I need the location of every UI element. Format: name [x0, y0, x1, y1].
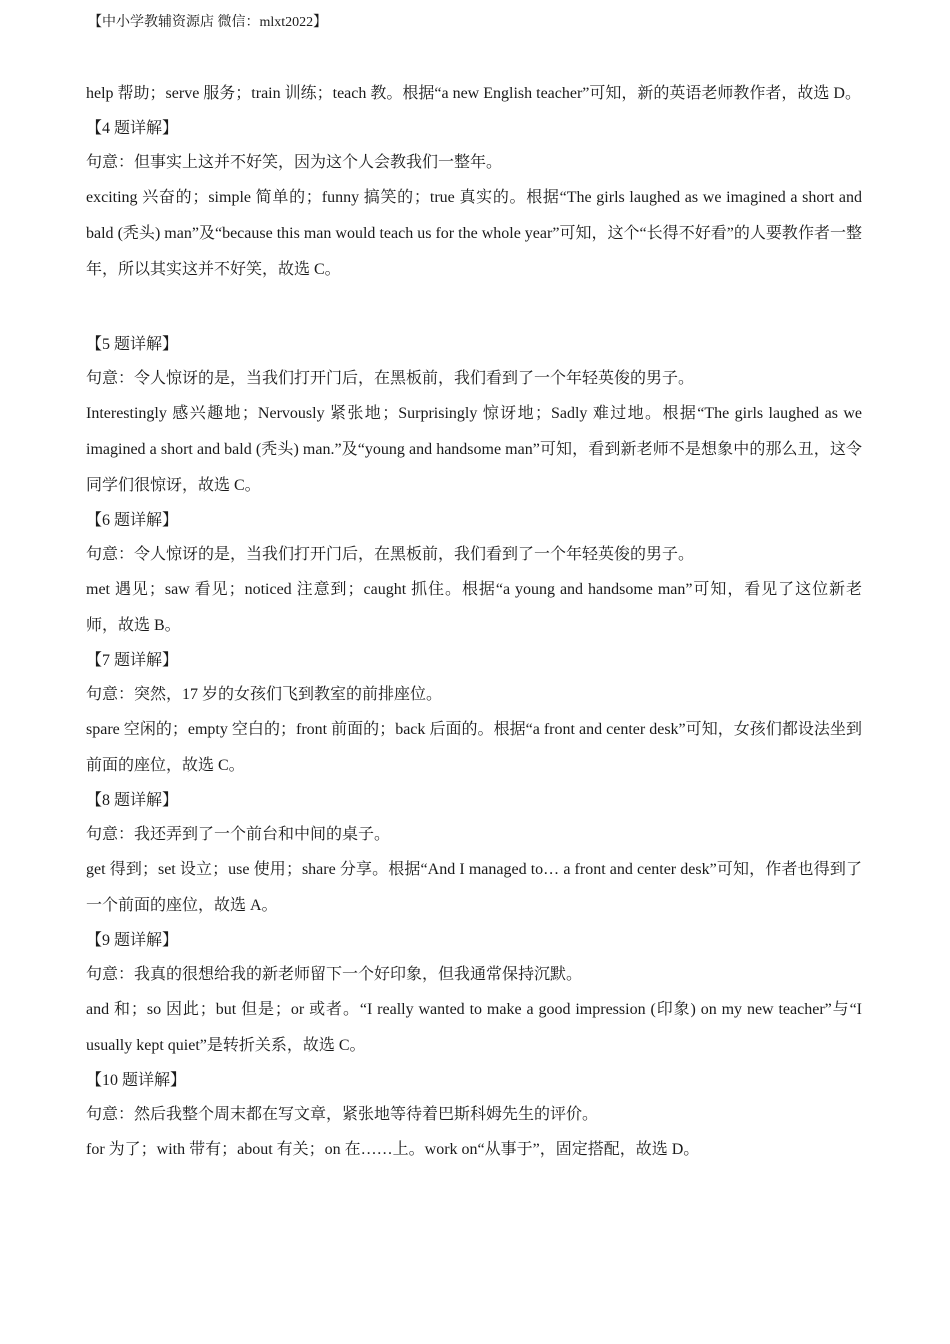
question-9-title: 【9 题详解】 [86, 932, 179, 949]
question-9-sentence: 句意：我真的很想给我的新老师留下一个好印象，但我通常保持沉默。 [86, 966, 583, 983]
question-4-sentence: 句意：但事实上这并不好笑，因为这个人会教我们一整年。 [86, 154, 503, 171]
question-9-explanation: and 和；so 因此；but 但是；or 或者。“I really wanted to make a good impression (印象) on my new teacher”与“I usually kept quiet”是转折关系，故选 C。 [86, 1001, 862, 1054]
question-8-explanation: get 得到；set 设立；use 使用；share 分享。根据“And I managed to… a front and center desk”可知，作者也得到了一个前面的座位，故选 A。 [86, 861, 862, 914]
question-4-section [86, 112, 862, 288]
intro-explanation: help 帮助；serve 服务；train 训练；teach 教。根据“a new English teacher”可知，新的英语老师教作者，故选 D。 [86, 85, 861, 102]
question-7-sentence: 句意：突然，17 岁的女孩们飞到教室的前排座位。 [86, 686, 443, 703]
question-5-explanation: Interestingly 感兴趣地；Nervously 紧张地；Surprisingly 惊讶地；Sadly 难过地。根据“The girls laughed as we imagined a short and bald (秃头) man.”及“young and handsome man”可知，看到新老师不是想象中的那么丑，这令同学们很惊讶，故选 C。 [86, 405, 862, 494]
question-10-title: 【10 题详解】 [86, 1072, 187, 1089]
document-body [86, 76, 862, 1168]
question-6-title: 【6 题详解】 [86, 512, 179, 529]
question-8-title: 【8 题详解】 [86, 792, 179, 809]
page-header: 【中小学教辅资源店 微信：mlxt2022】 [88, 15, 328, 30]
question-9-section [86, 924, 862, 1064]
question-10-sentence: 句意：然后我整个周末都在写文章，紧张地等待着巴斯科姆先生的评价。 [86, 1106, 599, 1123]
question-5-section [86, 328, 862, 504]
question-4-title: 【4 题详解】 [86, 120, 179, 137]
question-7-title: 【7 题详解】 [86, 652, 179, 669]
question-4-explanation: exciting 兴奋的；simple 简单的；funny 搞笑的；true 真实的。根据“The girls laughed as we imagined a short and bald (秃头) man”及“because this man would teach us for the whole year”可知，这个“长得不好看”的人要教作者一整年，所以其实这并不好笑，故选 C。 [86, 189, 862, 278]
question-7-explanation: spare 空闲的；empty 空白的；front 前面的；back 后面的。根据“a front and center desk”可知，女孩们都设法坐到前面的座位，故选 C。 [86, 721, 862, 774]
question-7-section [86, 644, 862, 784]
question-5-title: 【5 题详解】 [86, 336, 179, 353]
question-8-section [86, 784, 862, 924]
question-6-section [86, 504, 862, 644]
section-gap [86, 288, 862, 328]
question-10-section [86, 1064, 862, 1168]
question-5-sentence: 句意：令人惊讶的是，当我们打开门后，在黑板前，我们看到了一个年轻英俊的男子。 [86, 370, 695, 387]
question-8-sentence: 句意：我还弄到了一个前台和中间的桌子。 [86, 826, 391, 843]
question-10-explanation: for 为了；with 带有；about 有关；on 在……上。work on“从事于”，固定搭配，故选 D。 [86, 1141, 700, 1158]
question-6-sentence: 句意：令人惊讶的是，当我们打开门后，在黑板前，我们看到了一个年轻英俊的男子。 [86, 546, 695, 563]
question-6-explanation: met 遇见；saw 看见；noticed 注意到；caught 抓住。根据“a young and handsome man”可知，看见了这位新老师，故选 B。 [86, 581, 862, 634]
